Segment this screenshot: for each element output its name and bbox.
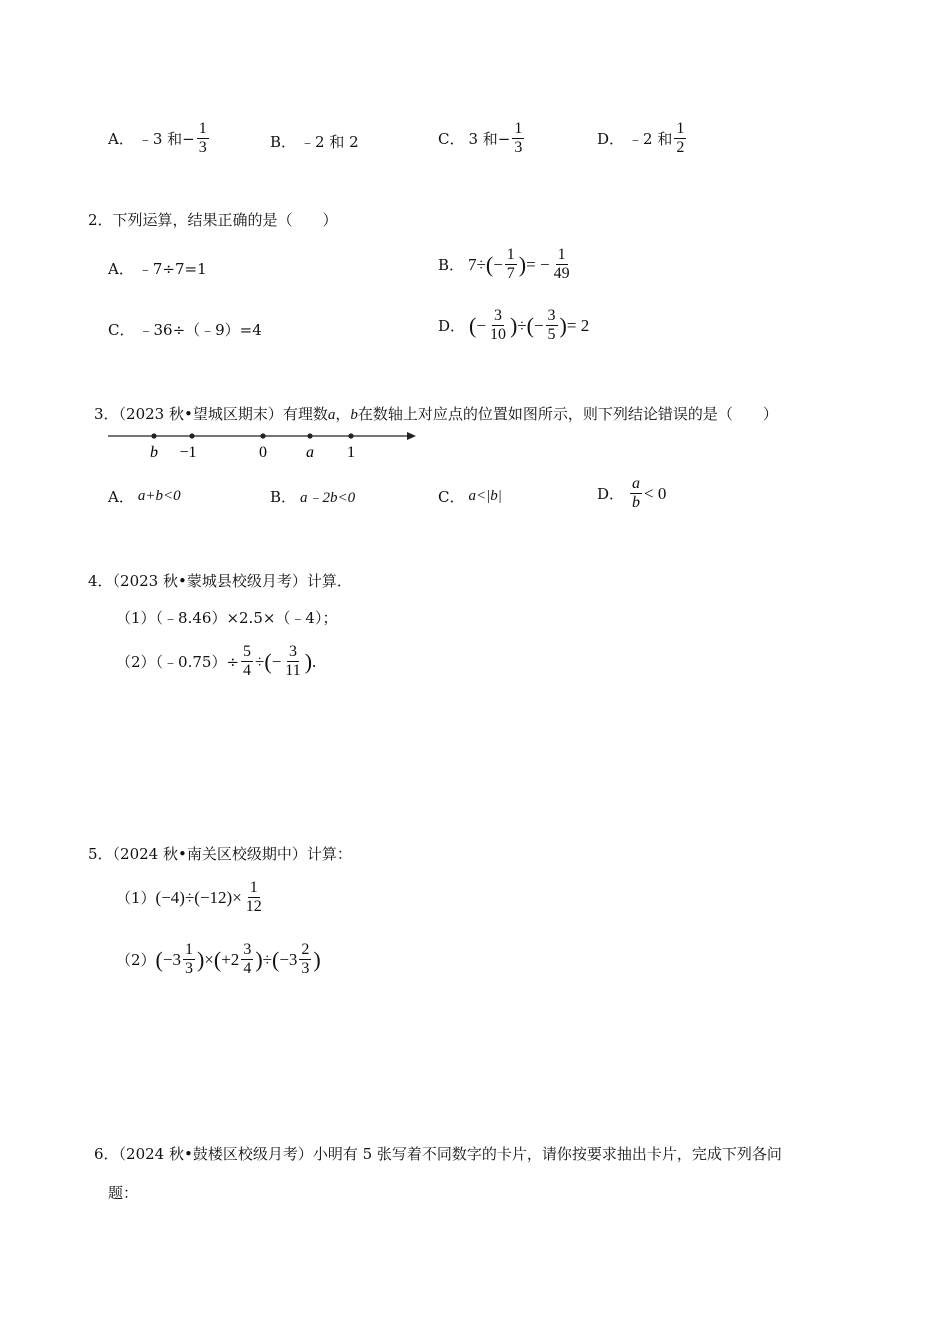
q1-option-b: B． ﹣2 和 2: [270, 133, 359, 151]
q1-option-c: C． 3 和− $\frac{1}{3}$: [438, 120, 523, 156]
q2-option-b: B． 7÷ ( − $\frac{1}{7}$ ) = − $\frac{1}{49}$: [438, 246, 570, 282]
number-line-arrow-icon: [407, 432, 416, 440]
label-neg1: −1: [179, 444, 197, 461]
label-1: 1: [347, 444, 355, 461]
q3-stem: 3．（2023 秋•望城区期末）有理数a，b在数轴上对应点的位置如图所示，则下列结论错误的是（ ）: [94, 405, 778, 423]
q4-part-1: （1）（﹣8.46）×2.5×（﹣4）；: [116, 609, 338, 627]
q1-option-d: D． ﹣2 和 $\frac{1}{2}$: [597, 120, 685, 156]
label-a: a: [306, 444, 314, 461]
q3-option-a: A． a+b<0: [108, 488, 181, 506]
point-0: [260, 433, 265, 438]
q2-option-c: C． ﹣36÷（﹣9）=4: [108, 321, 262, 339]
q6-stem-cont: 题：: [108, 1184, 139, 1202]
point-1: [348, 433, 353, 438]
point-b: [151, 433, 156, 438]
q3-option-c: C． a<|b|: [438, 488, 502, 506]
q3-option-b: B． a﹣2b<0: [270, 488, 356, 506]
q4-stem: 4．（2023 秋•蒙城县校级月考）计算．: [88, 572, 352, 590]
point-a: [307, 433, 312, 438]
q4-part-2: （2）（﹣0.75）÷ $\frac{5}{4}$ ÷ ( − $\frac{3}{11}$ ) .: [116, 643, 317, 679]
q5-part-2: （2） ( −3 $\frac{1}{3}$ ) × ( +2 $\frac{3}{4}$ ) ÷ ( −3 $\frac{2}{3}$ ): [116, 941, 321, 977]
q6-stem: 6．（2024 秋•鼓楼区校级月考）小明有 5 张写着不同数字的卡片，请你按要求抽出卡片，完成下列各问: [94, 1145, 782, 1163]
q5-part-1: （1） (−4)÷(−12)× $\frac{1}{12}$: [116, 879, 262, 915]
label-b: b: [150, 444, 158, 461]
q1-option-a: A． ﹣3 和− $\frac{1}{3}$: [108, 120, 207, 156]
label-0: 0: [259, 444, 267, 461]
q3-option-d: D． $\frac{a}{b}$ < 0: [597, 475, 667, 511]
point-neg1: [189, 433, 194, 438]
q2-option-d: D． ( − $\frac{3}{10}$ ) ÷ ( − $\frac{3}{5}$ ) = 2: [438, 307, 590, 343]
q5-stem: 5．（2024 秋•南关区校级期中）计算：: [88, 845, 352, 863]
q2-stem: 2．下列运算，结果正确的是（ ）: [88, 211, 338, 229]
q2-option-a: A． ﹣7÷7=1: [108, 260, 207, 278]
number-line: [104, 426, 424, 464]
